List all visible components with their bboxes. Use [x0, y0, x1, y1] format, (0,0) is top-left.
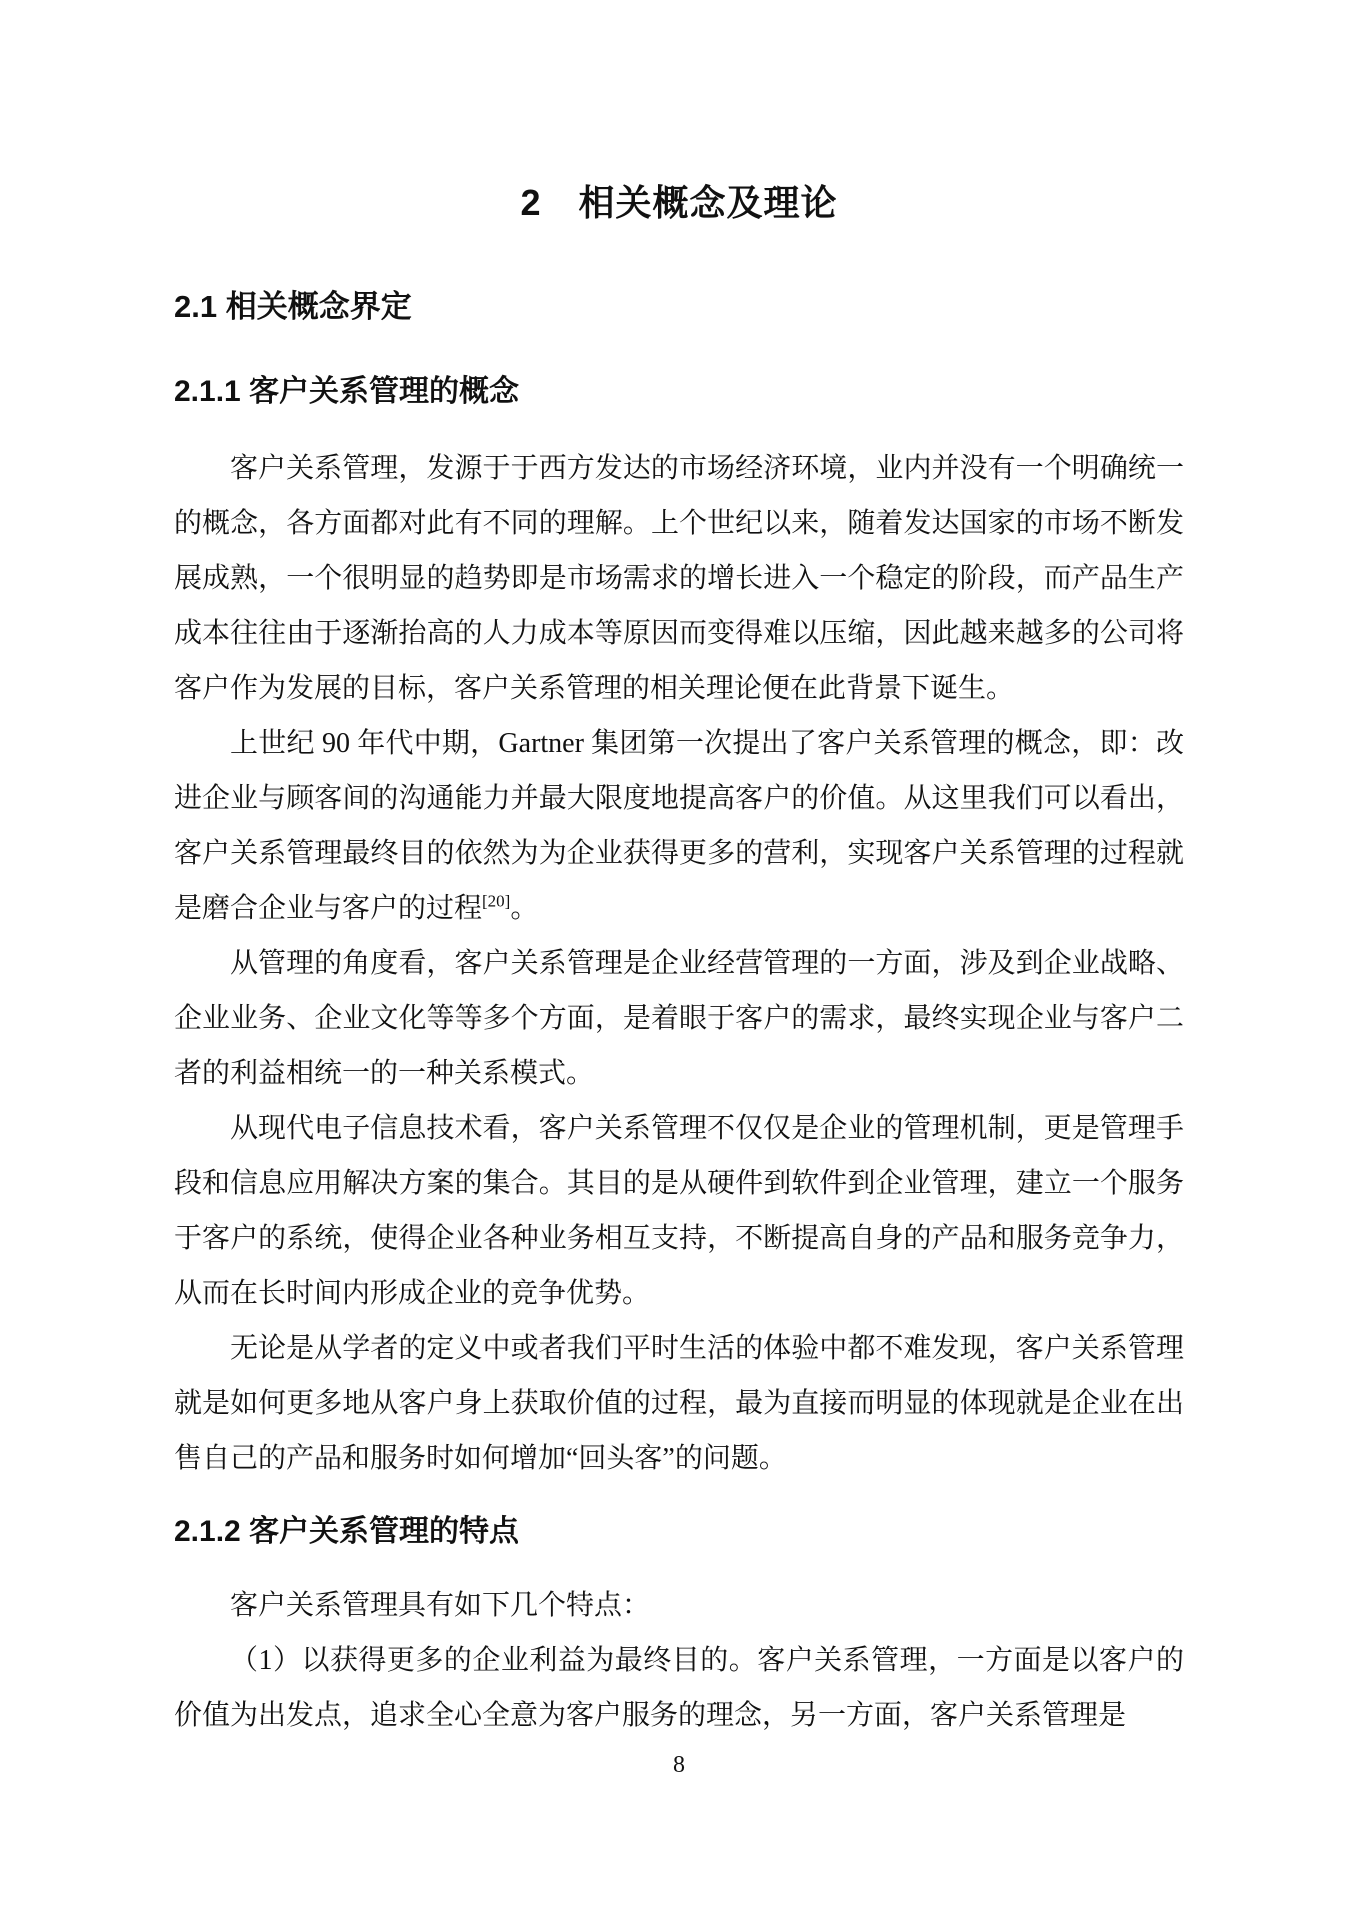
page-number: 8	[673, 1752, 685, 1778]
paragraph-management-view: 从管理的角度看，客户关系管理是企业经营管理的一方面，涉及到企业战略、企业业务、企业文化等等多个方面，是着眼于客户的需求，最终实现企业与客户二者的利益相统一的一种关系模式。	[174, 948, 1184, 1089]
paragraph-crm-origin: 客户关系管理，发源于于西方发达的市场经济环境，业内并没有一个明确统一的概念，各方面都对此有不同的理解。上个世纪以来，随着发达国家的市场不断发展成熟，一个很明显的趋势即是市场需求的增长进入一个稳定的阶段，而产品生产成本往往由于逐渐抬高的人力成本等原因而变得难以压缩，因此越来越多的公司将客户作为发展的目标，客户关系管理的相关理论便在此背景下诞生。	[174, 453, 1184, 704]
paragraph-gartner-text: 上世纪 90 年代中期，Gartner 集团第一次提出了客户关系管理的概念，即：改进企业与顾客间的沟通能力并最大限度地提高客户的价值。从这里我们可以看出，客户关系管理最终目的依然为为企业获得更多的营利，实现客户关系管理的过程就是磨合企业与客户的过程	[174, 728, 1184, 924]
citation-ref-20: [20]	[482, 891, 511, 911]
paragraph-it-view: 从现代电子信息技术看，客户关系管理不仅仅是企业的管理机制，更是管理手段和信息应用解决方案的集合。其目的是从硬件到软件到企业管理，建立一个服务于客户的系统，使得企业各种业务相互支持，不断提高自身的产品和服务竞争力，从而在长时间内形成企业的竞争优势。	[174, 1113, 1184, 1309]
section-2-1-heading: 2.1 相关概念界定	[174, 289, 412, 324]
chapter-title: 2 相关概念及理论	[520, 182, 838, 223]
paragraph-feature-1: （1）以获得更多的企业利益为最终目的。客户关系管理，一方面是以客户的价值为出发点，追求全心全意为客户服务的理念，另一方面，客户关系管理是	[174, 1645, 1184, 1731]
paragraph-gartner-definition	[174, 716, 1184, 936]
section-2-1-2-heading: 2.1.2 客户关系管理的特点	[174, 1515, 520, 1548]
section-2-1-1-heading: 2.1.1 客户关系管理的概念	[174, 375, 520, 408]
paragraph-value-extraction: 无论是从学者的定义中或者我们平时生活的体验中都不难发现，客户关系管理就是如何更多地从客户身上获取价值的过程，最为直接而明显的体现就是企业在出售自己的产品和服务时如何增加“回头客”的问题。	[174, 1333, 1184, 1474]
paragraph-gartner-period: 。	[510, 893, 539, 924]
paragraph-features-intro: 客户关系管理具有如下几个特点：	[230, 1590, 651, 1621]
